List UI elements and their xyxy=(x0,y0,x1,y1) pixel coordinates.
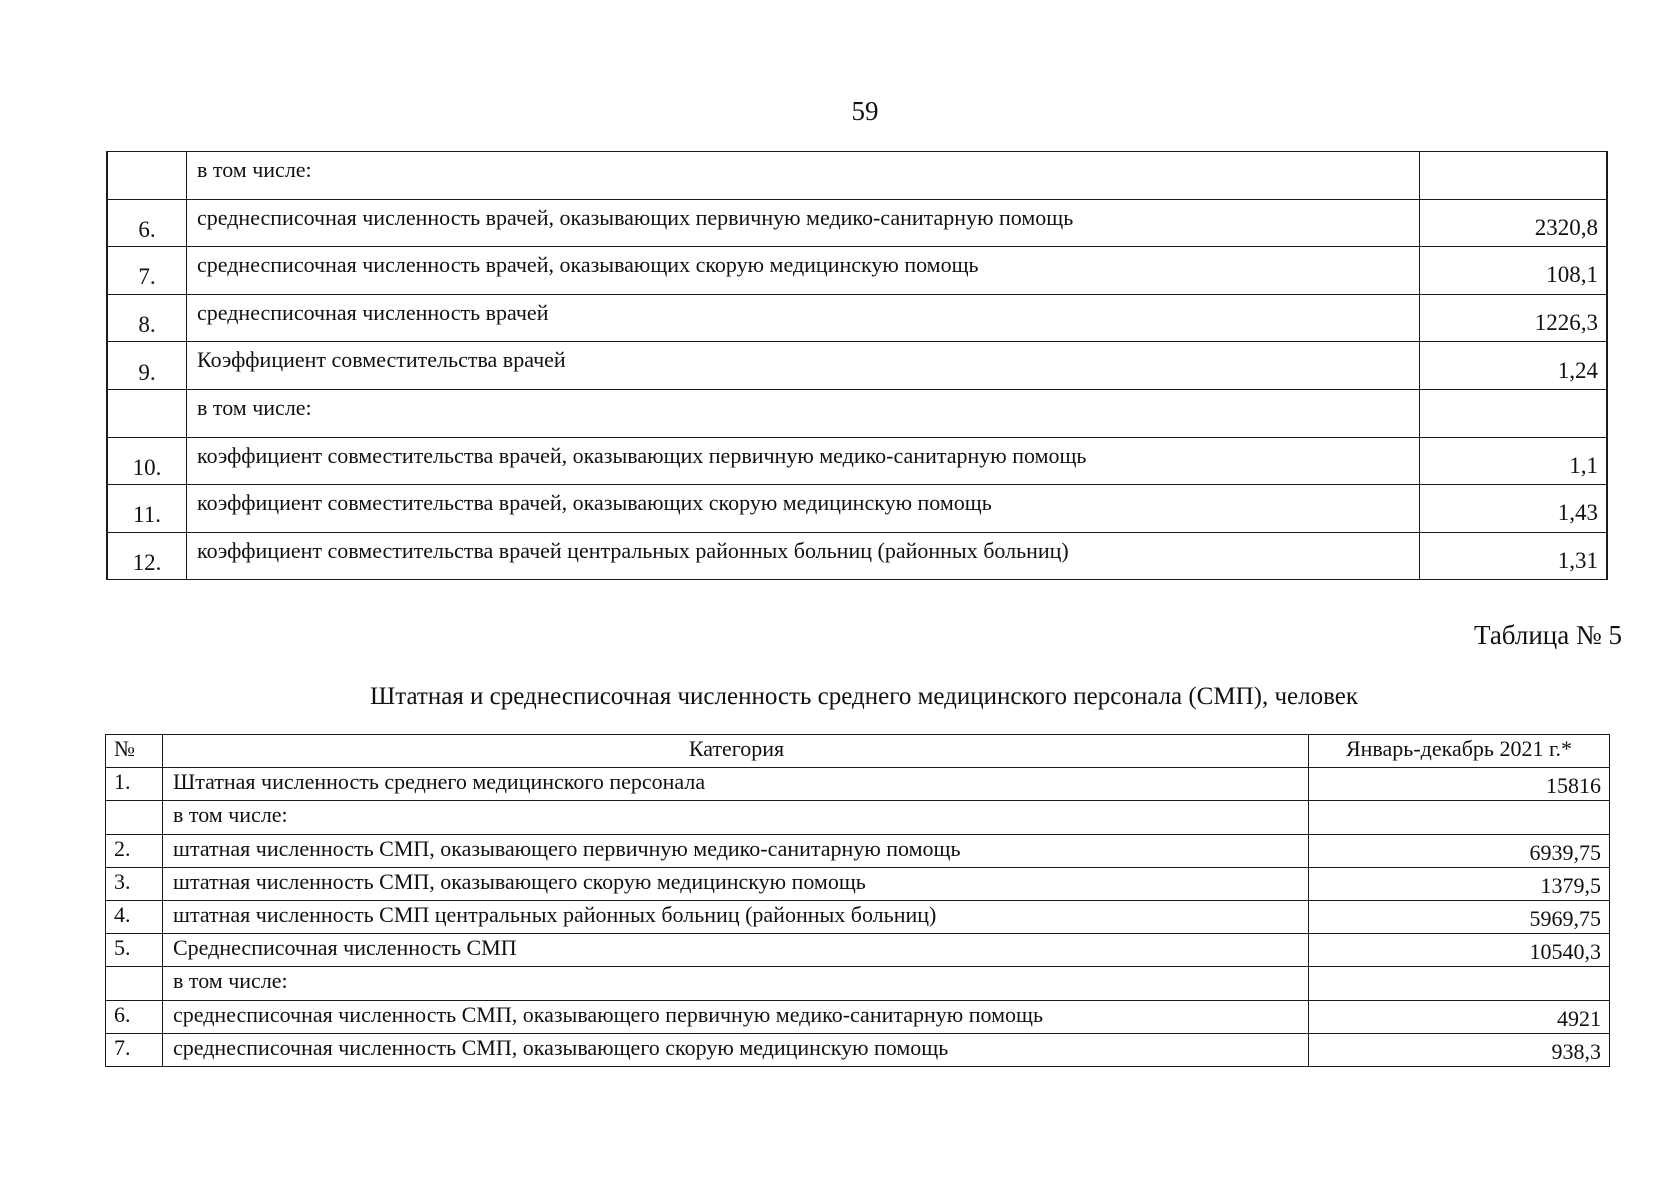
row-number: 7. xyxy=(106,1033,163,1066)
row-number: 1. xyxy=(106,768,163,801)
row-number: 6. xyxy=(106,1000,163,1033)
header-category: Категория xyxy=(163,735,1309,768)
row-label: в том числе: xyxy=(163,967,1309,1000)
table-row xyxy=(106,1000,1610,1033)
row-label: штатная численность СМП, оказывающего скорую медицинскую помощь xyxy=(163,867,1309,900)
table-row xyxy=(106,900,1610,933)
table-row xyxy=(106,934,1610,967)
table-row xyxy=(107,152,1607,200)
row-number: 5. xyxy=(106,934,163,967)
row-label: коэффициент совместительства врачей, оказывающих первичную медико-санитарную помощь xyxy=(187,437,1420,485)
row-label: в том числе: xyxy=(187,389,1420,437)
row-number: 7. xyxy=(107,247,187,295)
table-row xyxy=(107,437,1607,485)
row-label: Коэффициент совместительства врачей xyxy=(187,342,1420,390)
row-label: коэффициент совместительства врачей, оказывающих скорую медицинскую помощь xyxy=(187,485,1420,533)
row-number: 4. xyxy=(106,900,163,933)
table-row xyxy=(107,247,1607,295)
row-value: 938,3 xyxy=(1309,1033,1610,1066)
row-number: 6. xyxy=(107,199,187,247)
row-number: 12. xyxy=(107,532,187,580)
table-row xyxy=(106,834,1610,867)
row-value: 2320,8 xyxy=(1420,199,1608,247)
table-caption: Таблица № 5 xyxy=(1474,620,1622,650)
row-value: 1,43 xyxy=(1420,485,1608,533)
row-value: 1226,3 xyxy=(1420,294,1608,342)
row-value: 1379,5 xyxy=(1309,867,1610,900)
row-label: среднесписочная численность СМП, оказывающего скорую медицинскую помощь xyxy=(163,1033,1309,1066)
table-row xyxy=(106,1033,1610,1066)
table-row xyxy=(106,967,1610,1000)
row-number xyxy=(107,389,187,437)
row-value xyxy=(1309,967,1610,1000)
table-row xyxy=(106,867,1610,900)
row-label: среднесписочная численность врачей, оказывающих первичную медико-санитарную помощь xyxy=(187,199,1420,247)
row-value: 15816 xyxy=(1309,768,1610,801)
table-row xyxy=(107,342,1607,390)
row-number xyxy=(107,152,187,200)
row-number: 3. xyxy=(106,867,163,900)
table-row xyxy=(107,389,1607,437)
row-value: 5969,75 xyxy=(1309,900,1610,933)
row-label: штатная численность СМП, оказывающего первичную медико-санитарную помощь xyxy=(163,834,1309,867)
page-number: 59 xyxy=(851,96,879,126)
row-label: в том числе: xyxy=(187,152,1420,200)
row-label: штатная численность СМП центральных районных больниц (районных больниц) xyxy=(163,900,1309,933)
row-number: 11. xyxy=(107,485,187,533)
row-value: 1,1 xyxy=(1420,437,1608,485)
table-row xyxy=(106,768,1610,801)
row-value: 1,24 xyxy=(1420,342,1608,390)
row-value: 10540,3 xyxy=(1309,934,1610,967)
row-label: среднесписочная численность врачей, оказывающих скорую медицинскую помощь xyxy=(187,247,1420,295)
row-label: коэффициент совместительства врачей центральных районных больниц (районных больниц) xyxy=(187,532,1420,580)
row-value xyxy=(1309,801,1610,834)
row-value xyxy=(1420,389,1608,437)
nursing-staff-table xyxy=(105,734,1610,1067)
table-title: Штатная и среднесписочная численность среднего медицинского персонала (СМП), человек xyxy=(370,683,1358,710)
row-number: 10. xyxy=(107,437,187,485)
row-label: в том числе: xyxy=(163,801,1309,834)
row-value: 1,31 xyxy=(1420,532,1608,580)
table-row xyxy=(107,199,1607,247)
row-label: среднесписочная численность СМП, оказывающего первичную медико-санитарную помощь xyxy=(163,1000,1309,1033)
row-value: 6939,75 xyxy=(1309,834,1610,867)
table-header-row xyxy=(106,735,1610,768)
row-number: 8. xyxy=(107,294,187,342)
table-row xyxy=(107,485,1607,533)
row-label: Штатная численность среднего медицинского персонала xyxy=(163,768,1309,801)
row-number: 9. xyxy=(107,342,187,390)
row-number xyxy=(106,967,163,1000)
table-row xyxy=(107,294,1607,342)
row-value: 108,1 xyxy=(1420,247,1608,295)
table-row xyxy=(106,801,1610,834)
row-label: среднесписочная численность врачей xyxy=(187,294,1420,342)
row-value: 4921 xyxy=(1309,1000,1610,1033)
row-label: Среднесписочная численность СМП xyxy=(163,934,1309,967)
row-number: 2. xyxy=(106,834,163,867)
table-row xyxy=(107,532,1607,580)
doctors-table-continuation xyxy=(106,151,1608,580)
header-period: Январь-декабрь 2021 г.* xyxy=(1309,735,1610,768)
header-number: № xyxy=(106,735,163,768)
row-number xyxy=(106,801,163,834)
row-value xyxy=(1420,152,1608,200)
